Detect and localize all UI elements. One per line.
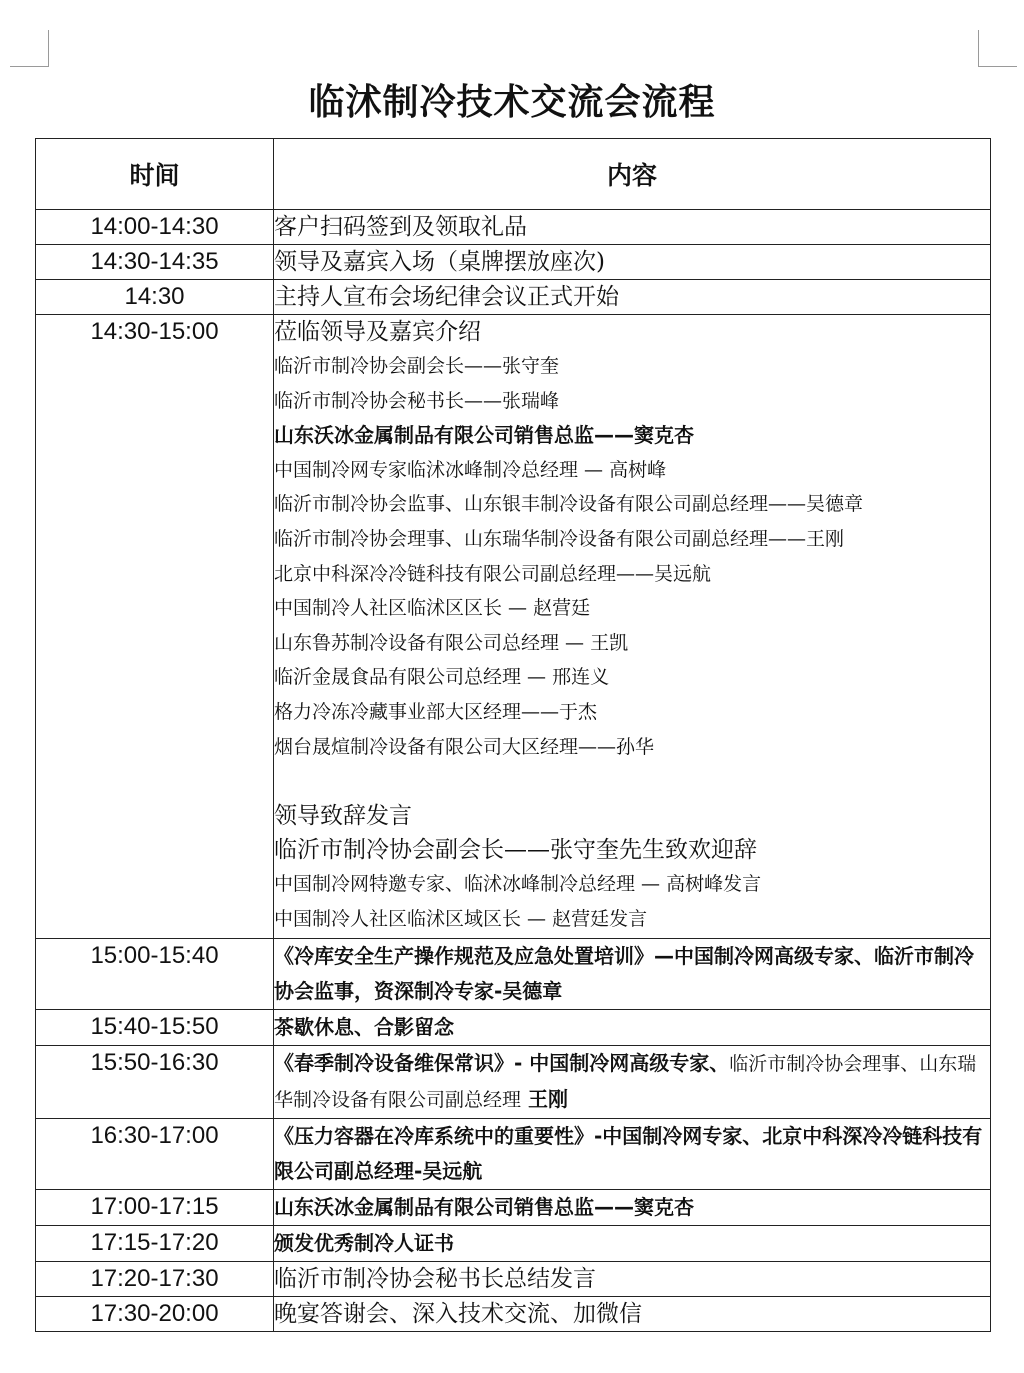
guest-item: 格力冷冻冷藏事业部大区经理——于杰 (274, 700, 598, 723)
guest-item: 临沂市制冷协会秘书长——张瑞峰 (274, 389, 560, 412)
row-time: 17:30-20:00 (36, 1297, 274, 1332)
table-row (36, 1010, 991, 1046)
page-corner-mark-left (10, 30, 49, 67)
speech-item: 中国制冷人社区临沭区域区长 — 赵营廷发言 (274, 907, 648, 930)
row-content: 临沂市制冷协会秘书长总结发言 (274, 1266, 596, 1293)
row-time: 15:40-15:50 (36, 1010, 274, 1046)
row-time: 14:30 (36, 280, 274, 315)
guest-item: 临沂市制冷协会副会长——张守奎 (274, 355, 560, 377)
row-time: 14:00-14:30 (36, 210, 274, 245)
guest-item: 山东鲁苏制冷设备有限公司总经理 — 王凯 (274, 631, 629, 654)
row-content: 《冷库安全生产操作规范及应急处置培训》—中国制冷网高级专家、临沂市制冷协会监事，资深制冷专家-吴德章 (274, 944, 974, 1004)
guest-item: 北京中科深冷冷链科技有限公司副总经理——吴远航 (274, 562, 712, 585)
row-time: 14:30-14:35 (36, 245, 274, 280)
row-content-cell (274, 1297, 991, 1332)
row-content: 领导及嘉宾入场（桌牌摆放座次) (274, 249, 605, 275)
speech-item: 中国制冷网特邀专家、临沭冰峰制冷总经理 — 高树峰发言 (274, 873, 762, 896)
row-content (274, 1046, 990, 1118)
guest-item: 临沂市制冷协会理事、山东瑞华制冷设备有限公司副总经理——王刚 (274, 527, 845, 550)
row-content-bold-tail: 王刚 (521, 1087, 568, 1112)
page-corner-mark-right (978, 30, 1017, 67)
row-content-cell (274, 280, 991, 315)
guest-item: 烟台晟煊制冷设备有限公司大区经理——孙华 (274, 735, 655, 758)
header-content: 内容 (274, 139, 991, 210)
row-content-cell (274, 1046, 991, 1119)
row-content-cell (274, 1119, 991, 1190)
guest-item: 临沂金晟食品有限公司总经理 — 邢连义 (274, 666, 610, 689)
guest-item: 山东沃冰金属制品有限公司销售总监——窦克杏 (274, 423, 694, 448)
guest-intro-heading: 莅临领导及嘉宾介绍 (274, 319, 481, 345)
row-content-cell (274, 1226, 991, 1262)
table-row (36, 1046, 991, 1119)
row-content-cell (274, 315, 991, 939)
table-row (36, 1262, 991, 1297)
row-time: 17:20-17:30 (36, 1262, 274, 1297)
row-content: 茶歇休息、合影留念 (274, 1015, 454, 1040)
row-time: 16:30-17:00 (36, 1119, 274, 1190)
guest-item: 中国制冷人社区临沭区区长 — 赵营廷 (274, 597, 591, 620)
guest-item: 中国制冷网专家临沭冰峰制冷总经理 — 高树峰 (274, 458, 667, 481)
row-content: 山东沃冰金属制品有限公司销售总监——窦克杏 (274, 1195, 694, 1220)
table-row (36, 315, 991, 939)
table-row (36, 280, 991, 315)
speech-heading: 领导致辞发言 (274, 803, 412, 830)
table-row (36, 1226, 991, 1262)
row-content-cell (274, 245, 991, 280)
row-time: 14:30-15:00 (36, 315, 274, 939)
header-time: 时间 (36, 139, 274, 210)
table-row (36, 939, 991, 1010)
row-content-cell (274, 1262, 991, 1297)
document-title: 临沭制冷技术交流会流程 (308, 82, 716, 123)
row-content: 主持人宣布会场纪律会议正式开始 (274, 284, 619, 310)
row-content-normal: 临沂市制冷协会理事、山东瑞华制冷设备有限公司副总经理 (274, 1053, 977, 1112)
guest-item: 临沂市制冷协会监事、山东银丰制冷设备有限公司副总经理——吴德章 (274, 493, 864, 516)
row-content-cell (274, 939, 991, 1010)
row-time: 15:50-16:30 (36, 1046, 274, 1119)
row-content-bold: 《春季制冷设备维保常识》- 中国制冷网高级专家、 (274, 1051, 730, 1076)
row-time: 15:00-15:40 (36, 939, 274, 1010)
table-row (36, 245, 991, 280)
table-row (36, 1190, 991, 1226)
row-content: 晚宴答谢会、深入技术交流、加微信 (274, 1301, 642, 1328)
speech-main: 临沂市制冷协会副会长——张守奎先生致欢迎辞 (274, 837, 757, 864)
row-content: 颁发优秀制冷人证书 (274, 1231, 454, 1256)
spacer (274, 764, 990, 799)
row-content-cell (274, 1010, 991, 1046)
table-header-row (36, 139, 991, 210)
table-row (36, 1119, 991, 1190)
row-time: 17:15-17:20 (36, 1226, 274, 1262)
row-content-cell (274, 210, 991, 245)
row-time: 17:00-17:15 (36, 1190, 274, 1226)
table-row (36, 210, 991, 245)
table-row (36, 1297, 991, 1332)
row-content: 客户扫码签到及领取礼品 (274, 214, 527, 240)
row-content: 《压力容器在冷库系统中的重要性》-中国制冷网专家、北京中科深冷冷链科技有限公司副总经理-吴远航 (274, 1124, 983, 1184)
schedule-table (35, 138, 991, 1332)
row-content-cell (274, 1190, 991, 1226)
